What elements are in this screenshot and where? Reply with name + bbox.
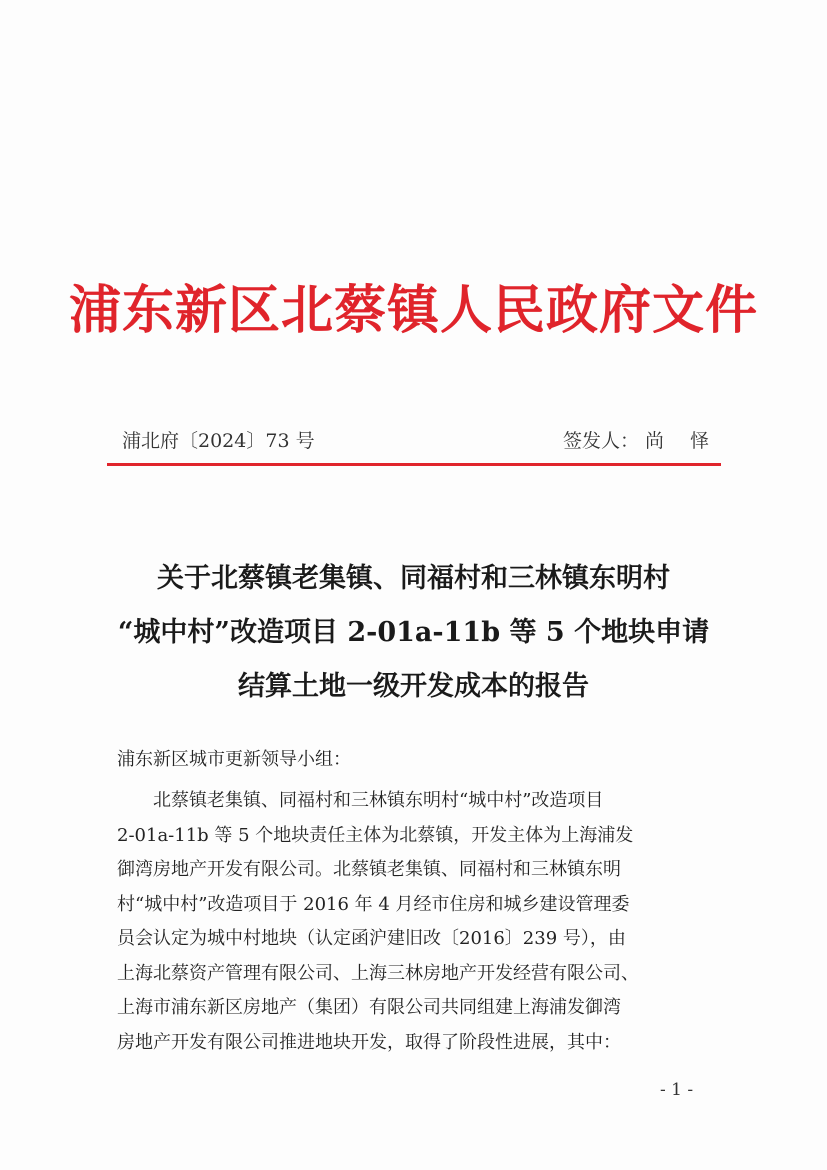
page-number: - 1 - (660, 1080, 694, 1100)
agency-masthead: 浦东新区北蔡镇人民政府文件 (68, 280, 758, 341)
title-line: 结算土地一级开发成本的报告 (238, 671, 589, 702)
body-line: 上海市浦东新区房地产（集团）有限公司共同组建上海浦发御湾 (117, 997, 621, 1018)
body-paragraph (117, 784, 737, 1060)
body-line: 2-01a-11b 等 5 个地块责任主体为北蔡镇，开发主体为上海浦发 (117, 824, 634, 846)
body-line: 御湾房地产开发有限公司。北蔡镇老集镇、同福村和三林镇东明 (117, 859, 621, 880)
document-number: 浦北府〔2024〕73 号 (122, 430, 315, 452)
body-line: 村“城中村”改造项目于 2016 年 4 月经市住房和城乡建设管理委 (117, 893, 630, 915)
signer-block (563, 426, 719, 453)
signer-label: 签发人： (562, 430, 639, 452)
salutation: 浦东新区城市更新领导小组： (117, 749, 351, 770)
body-line: 北蔡镇老集镇、同福村和三林镇东明村“城中村”改造项目 (153, 790, 604, 811)
red-divider (107, 463, 721, 466)
body-line: 上海北蔡资产管理有限公司、上海三林房地产开发经营有限公司、 (117, 962, 639, 984)
body-line: 房地产开发有限公司推进地块开发，取得了阶段性进展，其中： (117, 1031, 621, 1053)
title-line: 关于北蔡镇老集镇、同福村和三林镇东明村 (157, 563, 670, 594)
signer-name: 尚 怿 (644, 430, 719, 452)
body-line: 员会认定为城中村地块（认定函沪建旧改〔2016〕239 号），由 (117, 928, 626, 949)
report-title (60, 552, 767, 714)
title-line: “城中村”改造项目 2-01a-11b 等 5 个地块申请 (117, 617, 710, 648)
